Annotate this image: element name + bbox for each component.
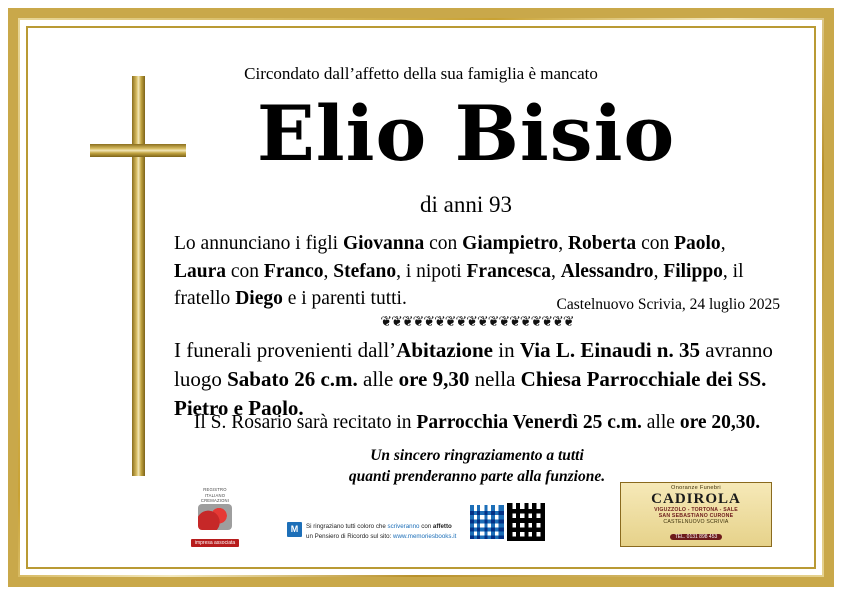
deceased-age: di anni 93 [420,192,512,217]
memories-logo-icon: M [287,522,302,537]
funeral-home-name: CADIROLA [651,490,741,507]
funeral-home-towns-3: CASTELNUOVO SCRIVIA [663,519,729,525]
announce-text-8: , i nipoti [396,260,467,282]
memories-text [306,522,456,541]
announce-text-5: , [720,233,726,254]
announce-text-10: , [653,260,664,282]
announce-text-3: , [558,233,568,254]
announce-text-9: , [550,260,561,282]
memories-text-c: con [419,523,433,531]
funeral-home-towns-1: VIGUZZOLO - TORTONA - SALE [654,507,738,513]
relative-giampietro: Giampietro [462,233,559,254]
thanks-line-1: Un sincero ringraziamento a tutti [370,447,584,464]
memories-text-d: affetto [432,523,452,531]
relative-laura: Laura [174,260,227,282]
rosary-text-1: Il S. Rosario sarà recitato in [193,412,417,433]
funeral-home-towns-2: SAN SEBASTIANO CURONE [658,513,734,519]
relative-francesca: Francesca [466,260,551,282]
funeral-home-logo [620,482,772,548]
announce-text-7: , [323,260,334,282]
relative-alessandro: Alessandro [560,260,654,282]
memories-line-2 [306,532,456,541]
relative-stefano: Stefano [333,260,397,282]
funeral-time: ore 9,30 [398,366,470,391]
memories-books-notice [287,522,456,541]
funeral-location-home: Abitazione [396,338,493,362]
announce-text-11: , il fratello [174,260,744,310]
cross-vertical-bar [132,76,145,476]
poster-content [34,34,808,561]
relative-paolo: Paolo [674,233,721,254]
announce-text-12: e i parenti tutti. [287,288,407,310]
rosary-details [174,412,780,434]
qr-code-blue-icon[interactable] [470,505,504,539]
flame-icon [198,504,232,530]
funeral-details [174,336,780,423]
memories-text-e: un Pensiero di Ricordo sul sito: [306,532,394,540]
relative-diego: Diego [235,288,283,310]
qr-code-black-icon[interactable] [507,503,545,541]
cremation-line-2: ITALIANO [204,492,226,498]
funeral-home-phone: TEL. 0131 898 453 [670,534,723,540]
cremation-badge: impresa associata [191,539,239,547]
funeral-text-1: I funerali provenienti dall’ [174,338,397,362]
funeral-church: Chiesa Parrocchiale dei SS. Pietro e Paolo. [174,366,767,420]
thanks-line-2: quanti prenderanno parte alla funzione. [348,467,606,485]
memories-line-1 [306,522,456,531]
place-and-date: Castelnuovo Scrivia, 24 luglio 2025 [556,296,780,313]
funeral-text-5: nella [469,366,521,391]
cremation-registry-logo [182,487,248,549]
footer-logos [42,484,800,555]
relative-giovanna: Giovanna [342,233,425,254]
announce-text-1: Lo annunciano i figli [174,233,343,254]
memories-website-link[interactable]: www.memoriesbooks.it [393,532,457,540]
rosary-place-day: Parrocchia Venerdì 25 c.m. [416,412,642,433]
funeral-address: Via L. Einaudi n. 35 [519,338,700,362]
memories-text-b: scriveranno [387,523,420,531]
funeral-day: Sabato 26 c.m. [227,366,358,391]
relative-roberta: Roberta [567,233,637,254]
cremation-line-1: REGISTRO [203,487,227,493]
funeral-text-4: alle [357,366,399,391]
announce-text-2: con [424,233,463,254]
relative-filippo: Filippo [663,260,723,282]
rosary-text-2: alle [641,412,680,433]
announce-text-4: con [636,233,675,254]
intro-text: Circondato dall’affetto della sua famiglia è mancato [244,64,598,83]
funeral-home-subtitle: Onoranze Funebri [671,484,721,491]
announce-text-6: con [230,260,264,282]
funeral-text-3: avranno luogo [174,338,773,391]
relative-franco: Franco [263,260,324,282]
rosary-time: ore 20,30. [679,412,761,433]
memories-text-a: Si ringraziano tutti coloro che [306,523,388,531]
funeral-text-2: in [493,338,520,362]
cremation-line-3: CREMAZIONI [200,497,230,503]
ornament-divider: ❦❦❦❦❦❦❦❦❦❦❦❦❦❦❦❦❦❦ [380,315,574,330]
deceased-name: Elio Bisio [256,89,676,178]
